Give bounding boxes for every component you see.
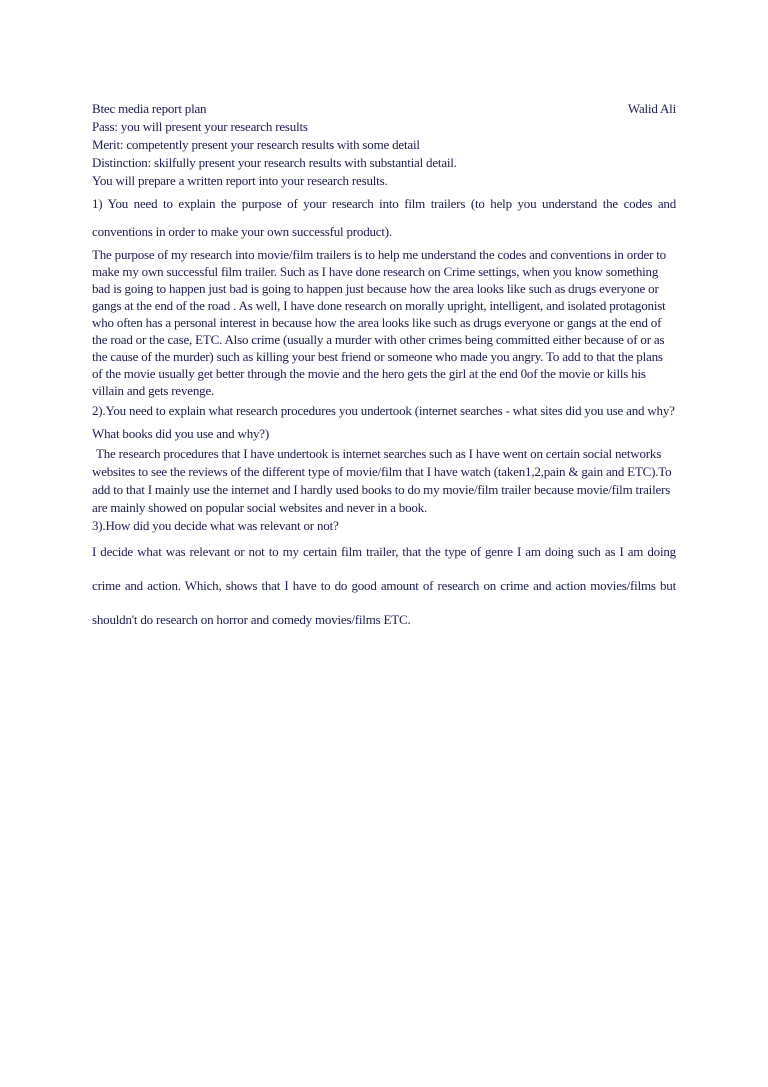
question-2: 2).You need to explain what research procedures you undertook (internet searches - what sites did you use and why? What books did you use and why?) xyxy=(92,403,675,441)
question-3: 3).How did you decide what was relevant or not? xyxy=(92,518,339,533)
question-1: 1) You need to explain the purpose of your research into film trailers (to help you understand the codes and conventions in order to make your own successful product). xyxy=(92,196,676,239)
document-header xyxy=(92,100,676,118)
answer-2: The research procedures that I have undertook is internet searches such as I have went on certain social networks websites to see the reviews of the different type of movie/film that I have watch (taken1,2,pain & gain and ETC).To add to that I mainly use the internet and I hardly used books to do my movie/film trailer because movie/film trailers are mainly showed on popular social websites and never in a book. xyxy=(92,446,672,515)
report-intro-line: You will prepare a written report into your research results. xyxy=(92,173,388,188)
answer-3: I decide what was relevant or not to my certain film trailer, that the type of genre I am doing such as I am doing crime and action. Which, shows that I have to do good amount of research on crime and action movies/films but shouldn't do research on horror and comedy movies/films ETC. xyxy=(92,544,676,627)
document-title: Btec media report plan xyxy=(92,101,207,116)
pass-criteria-line: Pass: you will present your research results xyxy=(92,119,308,134)
author-name: Walid Ali xyxy=(627,101,676,116)
answer-1: The purpose of my research into movie/film trailers is to help me understand the codes and conventions in order to make my own successful film trailer. Such as I have done research on Crime settings, when you know something bad is going to happen just bad is going to happen just because how the area looks like such as drugs everyone or gangs at the end of the road . As well, I have done research on morally upright, intelligent, and isolated protagonist who often has a personal interest in because how the area looks like such as drugs everyone or gangs at the end of the road or the case, ETC. Also crime (usually a murder with other crimes being committed either because of or as the cause of the murder) such as killing your best friend or someone who made you angry. To add to that the plans of the movie usually get better through the movie and the hero gets the girl at the end 0of the movie or kills his villain and gets revenge. xyxy=(92,247,666,398)
merit-criteria-line: Merit: competently present your research results with some detail xyxy=(92,137,420,152)
distinction-criteria-line: Distinction: skilfully present your research results with substantial detail. xyxy=(92,155,457,170)
